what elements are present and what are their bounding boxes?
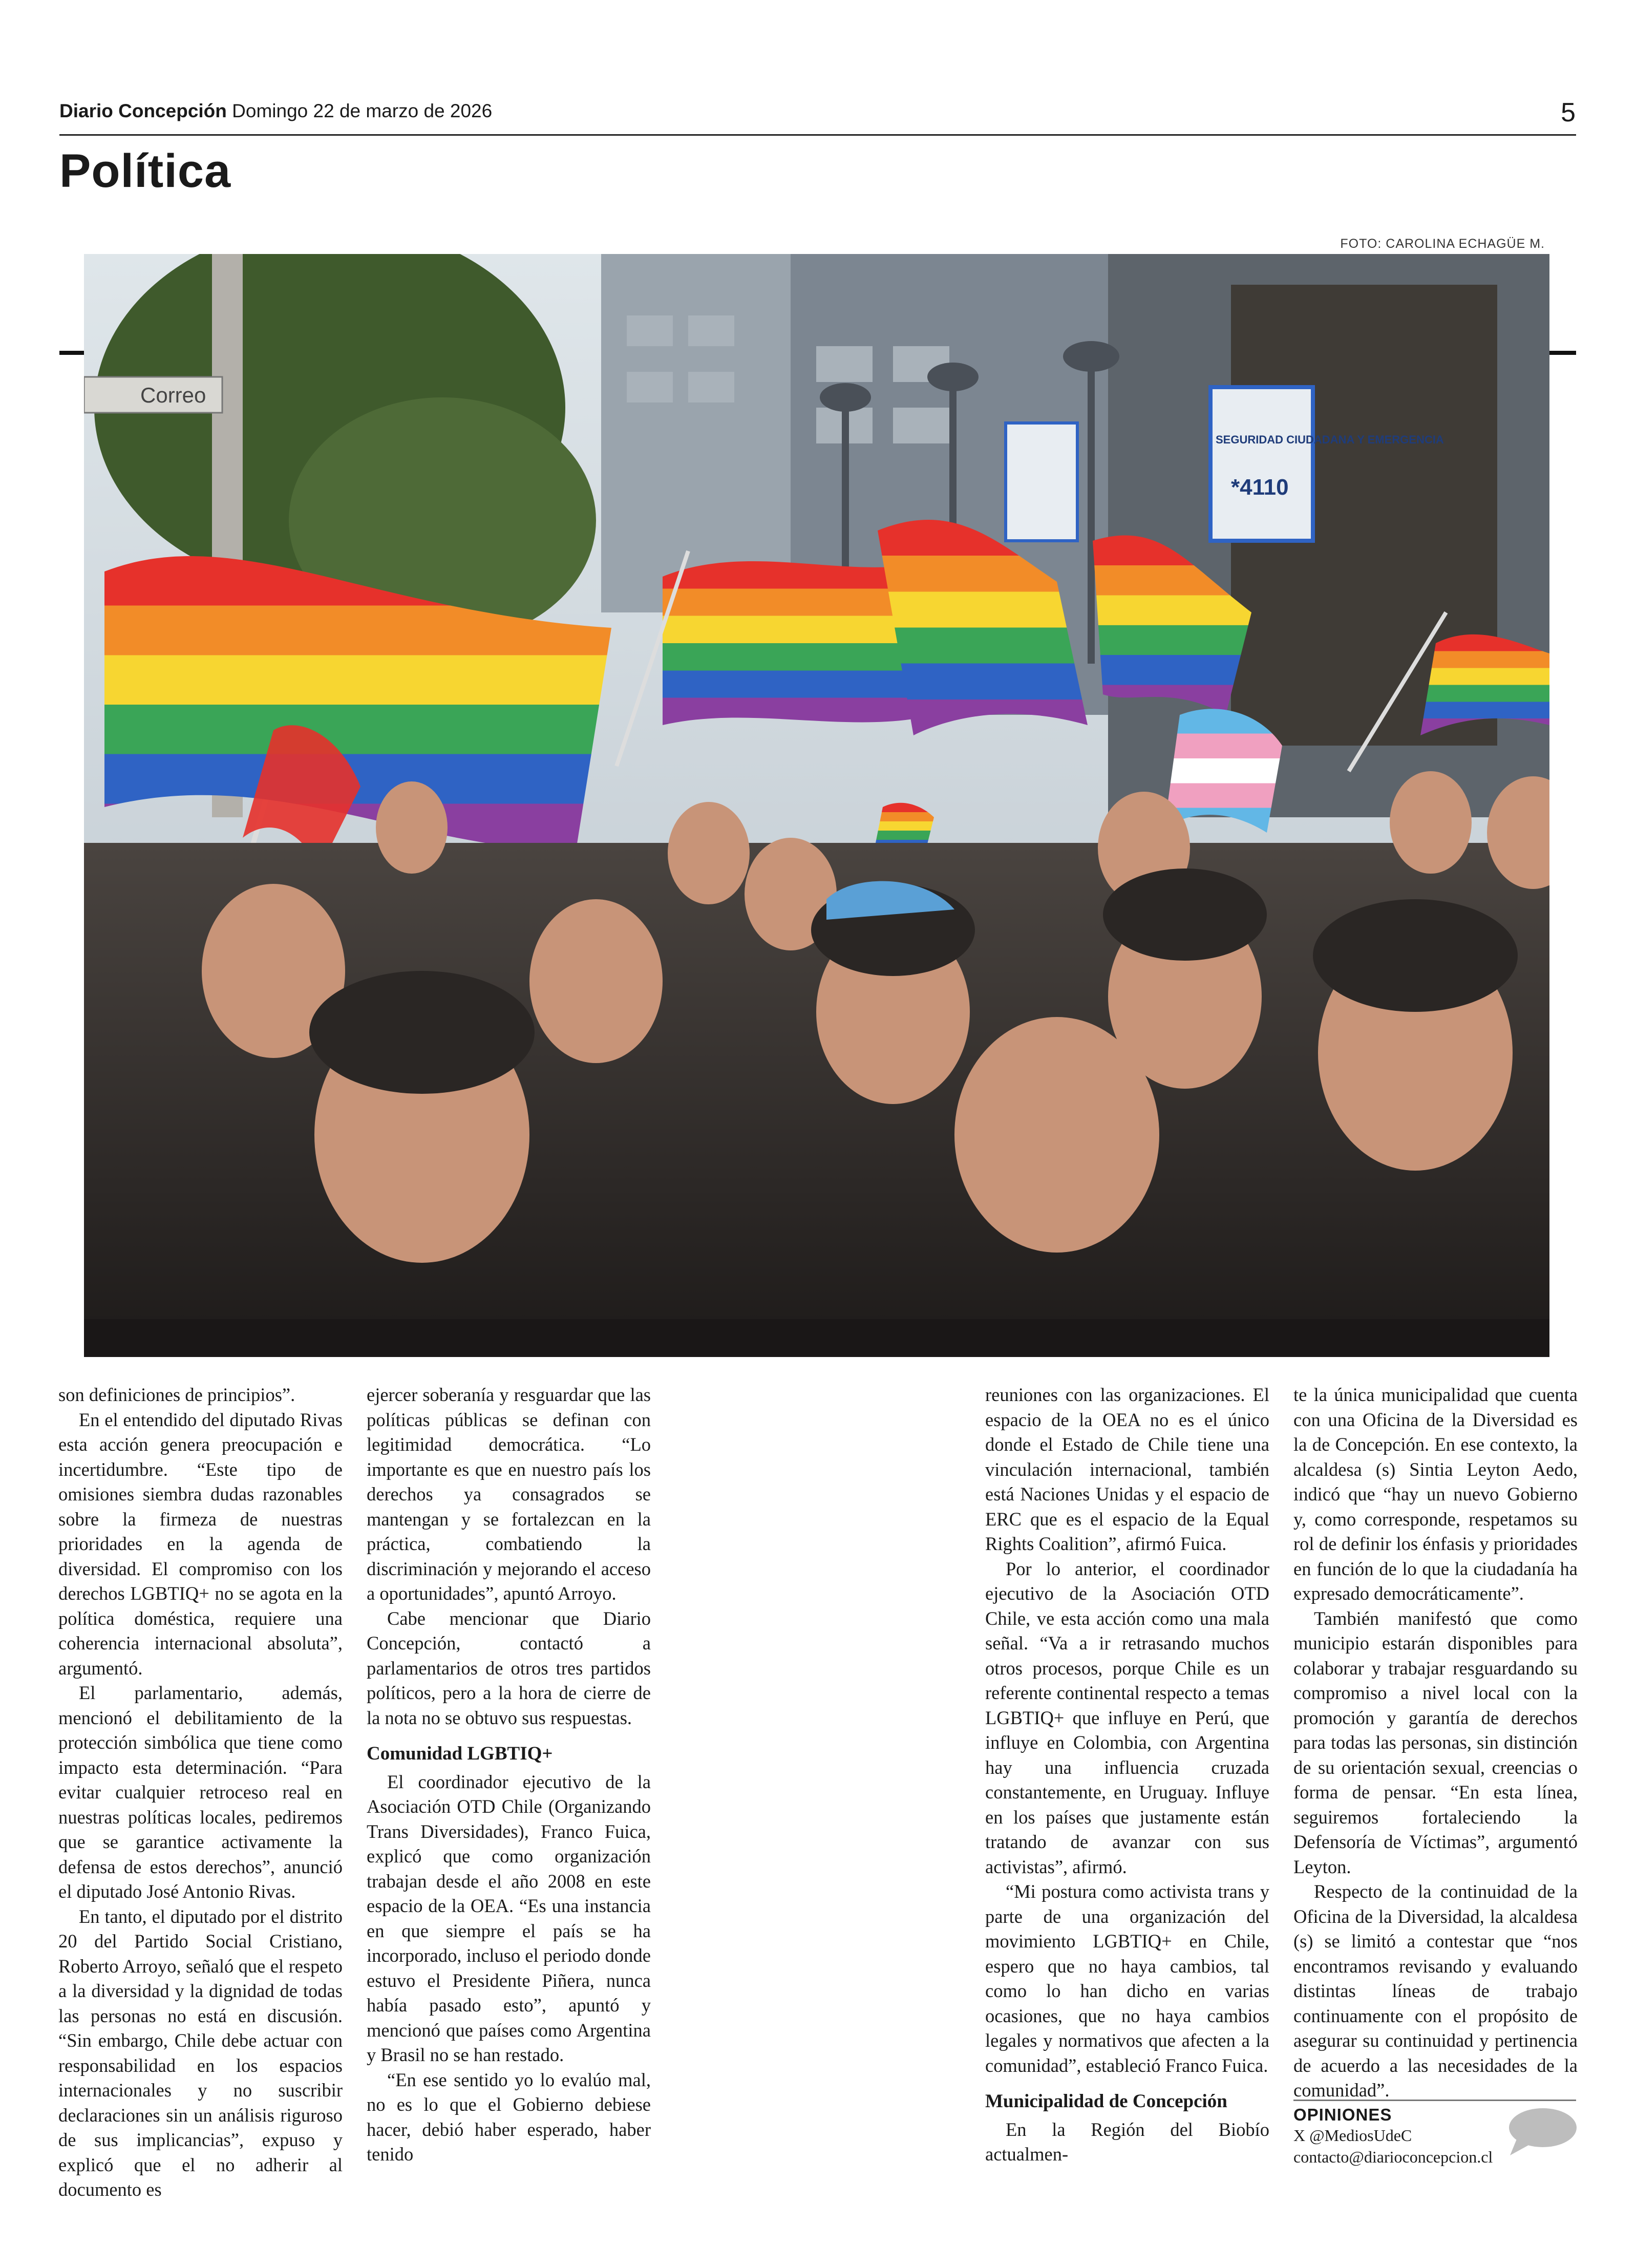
pride-march-illustration — [84, 254, 1549, 1357]
publication-name: Diario Concepción — [59, 100, 227, 121]
edge-mark-right — [1546, 351, 1576, 355]
security-banner-number: *4110 — [1231, 475, 1289, 500]
lead-photo — [84, 254, 1549, 1357]
paragraph: En el entendido del diputado Rivas esta acción genera preocupación e incertidumbre. “Este tipo de omisiones siembra dudas razonables sobre la firmeza de nuestras prioridades en la agenda de diversidad. El compromiso con los derechos LGBTIQ+ no se agota en la política doméstica, requiere una coherencia internacional absoluta”, argumentó. — [58, 1409, 343, 1679]
masthead — [59, 100, 492, 122]
article-column-4 — [1293, 1383, 1578, 2103]
paragraph: “En ese sentido yo lo evalúo mal, no es lo que el Gobierno debiese hacer, debió haber esperado, haber tenido — [367, 2069, 651, 2165]
paragraph: Por lo anterior, el coordinador ejecutivo de la Asociación OTD Chile, ve esta acción como una mala señal. “Va a ir retrasando muchos otros procesos, porque Chile es un referente continental respecto a temas LGBTIQ+ que influye en Perú, que influye en Colombia, con Argentina hay una influencia cruzada constantemente, en Uruguay. Influye en los países que justamente están tratando de avanzar con sus activistas”, afirmó. — [985, 1558, 1269, 1877]
security-banner — [1210, 387, 1313, 541]
paragraph: El coordinador ejecutivo de la Asociación OTD Chile (Organizando Trans Diversidades), Franco Fuica, explicó que como organización trabajan desde el año 2008 en este espacio de la OEA. “Es una instancia en que siempre el país se ha incorporado, incluso el periodo donde estuvo el Presidente Piñera, nunca había pasado esto”, apuntó y mencionó que países como Argentina y Brasil no se han restado. — [367, 1771, 651, 2065]
paragraph: “Mi postura como activista trans y parte de una organización del movimiento LGBTIQ+ en Chile, espero que no haya cambios, tal como lo han dicho en varias ocasiones, que no haya cambios legales y normativos que afecten a la comunidad”, estableció Franco Fuica. — [985, 1881, 1269, 2076]
street-sign-text: Correo — [140, 383, 206, 407]
opinions-email[interactable]: contacto@diarioconcepcion.cl — [1293, 2148, 1493, 2166]
paragraph: Respecto de la continuidad de la Oficina de la Diversidad, la alcaldesa (s) se limitó a contestar que “nos encontramos revisando y evaluando distintas líneas de trabajo continuamente con el propósito de asegurar su continuidad y pertinencia de acuerdo a las necesidades de la comunidad”. — [1293, 1881, 1578, 2101]
opinions-box — [1293, 2100, 1576, 2168]
paragraph: ejercer soberanía y resguardar que las políticas públicas se definan con legitimidad democrática. “Lo importante es que en nuestro país los derechos ya consagrados se mantengan y se fortalezcan en la práctica, combatiendo la discriminación y mejorando el acceso a oportunidades”, apuntó Arroyo. — [367, 1384, 651, 1604]
paragraph: te la única municipalidad que cuenta con una Oficina de la Diversidad es la de Concepción. En ese contexto, la alcaldesa (s) Sintia Leyton Aedo, indicó que “hay un nuevo Gobierno y, como corresponde, respetamos su rol de definir los énfasis y prioridades en función de lo que la ciudadanía ha expresado democráticamente”. — [1293, 1384, 1578, 1604]
paragraph: reuniones con las organizaciones. El espacio de la OEA no es el único donde el Estado de Chile tiene una vinculación internacional, también está Naciones Unidas y el espacio de ERC que es el espacio de la Equal Rights Coalition”, afirmó Fuica. — [985, 1384, 1269, 1554]
opinions-title: OPINIONES — [1293, 2105, 1392, 2124]
issue-date: Domingo 22 de marzo de 2026 — [232, 100, 493, 121]
subheading-municipalidad: Municipalidad de Concepción — [985, 2091, 1227, 2112]
svg-text:SEGURIDAD CIUDADANA Y EMERGENC — [1216, 433, 1444, 446]
trans-flag — [1164, 709, 1282, 833]
photo-credit: FOTO: CAROLINA ECHAGÜE M. — [1340, 237, 1545, 251]
speech-bubble-icon — [1506, 2106, 1578, 2157]
article-column-3 — [985, 1383, 1269, 2167]
page-number: 5 — [1561, 98, 1576, 128]
header-rule — [59, 134, 1576, 136]
paragraph: son definiciones de principios”. — [58, 1384, 295, 1405]
security-banner-text: SEGURIDAD CIUDADANA Y EMERGENCIA — [1216, 433, 1444, 446]
section-title: Política — [59, 145, 231, 197]
paragraph: En tanto, el diputado por el distrito 20 del Partido Social Cristiano, Roberto Arroyo, señaló que el respeto a la diversidad y la dignidad de todas las personas no está en discusión. “Sin embargo, Chile debe actuar con responsabilidad en los espacios internacionales y no suscribir declaraciones sin un análisis riguroso de sus implicancias”, expuso y explicó que el no adherir al documento es — [58, 1905, 343, 2200]
article-column-1 — [58, 1383, 343, 2202]
paragraph: También manifestó que como municipio estarán disponibles para colaborar y trabajar resguardando su compromiso a nivel local con la promoción y garantía de derechos para todas las personas, sin distinción de su orientación sexual, creencias o forma de pensar. “En esta línea, seguiremos fortaleciendo la Defensoría de Víctimas”, argumentó Leyton. — [1293, 1607, 1578, 1877]
paragraph: El parlamentario, además, mencionó el debilitamiento de la protección simbólica que tiene como impacto esta determinación. “Para evitar cualquier retroceso real en nuestras políticas locales, pediremos que se garantice activamente la defensa de estos derechos”, anunció el diputado José Antonio Rivas. — [58, 1682, 343, 1902]
paragraph: En la Región del Biobío actualmen- — [985, 2118, 1269, 2165]
article-column-2 — [367, 1383, 651, 2167]
opinions-social[interactable]: X @MediosUdeC — [1293, 2126, 1412, 2145]
paragraph: Cabe mencionar que Diario Concepción, contactó a parlamentarios de otros tres partidos políticos, pero a la hora de cierre de la nota no se obtuvo sus respuestas. — [367, 1607, 651, 1728]
subheading-comunidad: Comunidad LGBTIQ+ — [367, 1743, 553, 1764]
